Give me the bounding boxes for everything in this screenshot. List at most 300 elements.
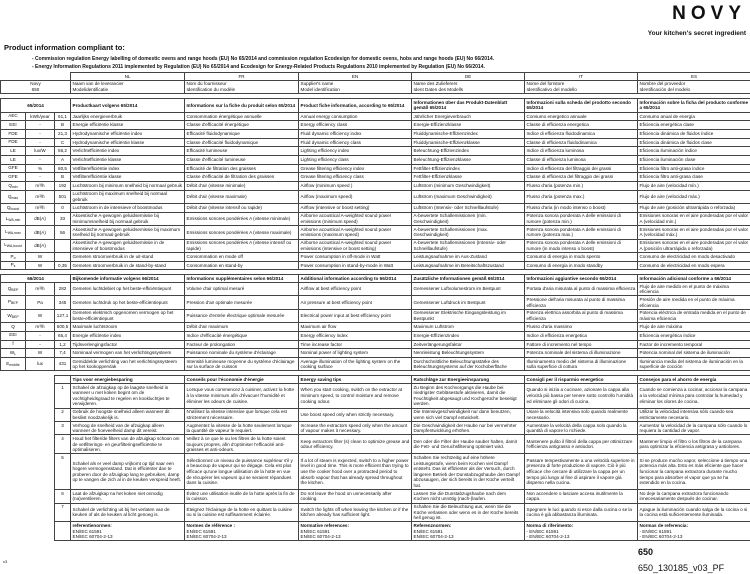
description: Eficiencia iluminación índice (638, 147, 750, 156)
description: Gemeten luchtdebiet op het beste-efficiëntiepunt (71, 283, 185, 296)
table-row (1, 261, 750, 270)
table-row (1, 252, 750, 261)
description: Emisiones sonoras en el aire ponderadas por el valor A (posición ultrarrápida o reforzada) (638, 239, 750, 252)
table-row (1, 323, 750, 332)
description: Maximale luchtstroom (71, 323, 185, 332)
symbol (1, 283, 26, 296)
symbol-main: P (7, 299, 12, 305)
description: Durchschnittliche Beleuchtungsstärke des Beleuchtungssystems auf der Kochoberfläche (412, 357, 525, 370)
description: Indice di efficienza energetica (525, 331, 638, 340)
description: Gemeten elektrisch opgenomen vermogen op het beste-efficiëntiepunt (71, 309, 185, 322)
symbol-main: f (12, 341, 14, 347)
model-label: Model identification (300, 86, 340, 92)
tip-text: Lorsque vous commencez à cuisiner, activez la hotte à la vitesse minimum afin d'évacuer l'humidité et éliminer les odeurs de cuisine. (185, 384, 299, 409)
symbol (1, 309, 26, 322)
symbol-main: L (5, 229, 8, 235)
tip-text: Si se produce mucho vapor, seleccione a tiempo una potencia más alta. Esto es más eficiente que hacer funcionar la campana extractora durante mucho tiempo para absorber el vapor que ya se ha extendido en la cocina. (638, 454, 750, 490)
language-header: DE (412, 73, 525, 81)
symbol-main: E (6, 360, 10, 366)
description: Luchtstroom in de intensieve of boostmodus (71, 204, 185, 213)
unit: dB(A) (26, 226, 55, 239)
description: Débit d'air maximum (185, 323, 299, 332)
description: Classe d'efficacité lumineuse (185, 155, 299, 164)
description: Beleuchtung-Effizienzklasse (412, 155, 525, 164)
symbol-subscript: s (13, 264, 16, 269)
tip-text: Schalten Sie die Beleuchtung aus, wenn Sie die Küche verlassen oder wenn es in der Küche bereits hell genug ist. (412, 503, 525, 522)
supplier-label-cell (299, 80, 412, 93)
symbol-subscript: WA,boost (6, 244, 22, 249)
symbol (1, 296, 26, 309)
tip-text: Veillez à ce que le ou les filtres de la hotte soient toujours propres, afin d'optimiser l'efficacité anti-graisses et anti-odeurs. (185, 435, 299, 454)
supplier-label: Supplier's name (300, 81, 334, 87)
description: Akoestische A-gewogen geluidsemissie bij maximum snelheid bij normaal gebruik (71, 226, 185, 239)
unit: m³/h (26, 283, 55, 296)
value: 33 (55, 212, 71, 225)
description: Gemessener Luftdruck im Bestpunt (412, 296, 525, 309)
description: Flusso d'aria massimo (525, 323, 638, 332)
tip-text: No deje la campana extractora funcionando innecesariamente después de cocinar. (638, 490, 750, 503)
intro-title: Product information compliant to: (4, 43, 125, 52)
model-label: Ident Daten des Modells (413, 86, 464, 92)
description: Consumo de electricidad en modo espera (638, 261, 750, 270)
unit: dB(A) (26, 239, 55, 252)
unit: m³/h (26, 323, 55, 332)
description: Potencia eléctrica de entrada medida en el punto de máxima eficiencia (638, 309, 750, 322)
description: Annual energy consumption (299, 112, 412, 121)
energy-label-table (0, 98, 750, 270)
symbol (1, 323, 26, 332)
description: Vetfilterefficiëntie index (71, 164, 185, 173)
model-number: 650 (638, 547, 654, 558)
tip-text: Laat de afzuigkap na het koken niet onnodig (na)ventileren. (71, 490, 185, 503)
table-row (1, 349, 750, 358)
symbol (1, 261, 26, 270)
description: Fluid dynamic efficiency class (299, 138, 412, 147)
tip-text: Évitez une utilisation inutile de la hotte après la fin de la cuisson. (185, 490, 299, 503)
description: Classe d'efficacité de filtration des graisses (185, 173, 299, 182)
description: Grease filtering efficiency class (299, 173, 412, 182)
description: Portata d'aria misurata al punto di massima efficienza (525, 283, 638, 296)
table-row (1, 155, 750, 164)
value: 345 (55, 296, 71, 309)
description: Flusso d'aria (potenza min.) (525, 182, 638, 191)
supplier-name: Novy (30, 81, 41, 87)
column-heading: Consejos para el ahorro de energía (638, 376, 750, 384)
value: 0 (55, 204, 71, 213)
description: Zeitverlängerungsfaktor (412, 340, 525, 349)
description: Time increase factor (299, 340, 412, 349)
tip-text: Augmentez la vitesse de la hotte seulement lorsque la quantité de vapeur le requiert. (185, 422, 299, 435)
language-header: ES (638, 73, 750, 81)
description: A-bewertete Schallemissionen (Intensiv- oder Schnelllaufstufe) (412, 239, 525, 252)
description: Consommation en mode off (185, 252, 299, 261)
symbol-main: P (10, 253, 14, 259)
unit: % (26, 164, 55, 173)
language-header: EN (299, 73, 412, 81)
description: Lighting efficiency index (299, 147, 412, 156)
table-row (1, 212, 750, 225)
table-row (1, 129, 750, 138)
tip-text: N'utilisez la vitesse intensive que lorsque cela est strictement nécessaire. (185, 408, 299, 421)
tip-text: Do not leave the hood on unnecessarily after cooking. (299, 490, 412, 503)
symbol-subscript: middle (9, 362, 20, 367)
description: Emissions sonores pondérées A (vitesse intensif ou rapide) (185, 239, 299, 252)
description: Emissions sonores pondérées A (vitesse maximale) (185, 226, 299, 239)
description: Verlichtefficiëntie klasse (71, 155, 185, 164)
unit: - (26, 331, 55, 340)
unit: - (26, 138, 55, 147)
symbol-main: W (7, 312, 12, 318)
symbol-main: GFE (8, 173, 18, 179)
column-heading: Informationen über das Produkt-Datenblatt gemäß 65/2014 (412, 99, 525, 112)
description: Iluminancia media del sistema de iluminación en la superficie de cocción (638, 357, 750, 370)
tip-text: Lassen Sie die Dunstabzugshaube nach dem Kochen nicht unnötig (nach-)laufen. (412, 490, 525, 503)
symbol-main: Q (11, 323, 15, 329)
blank-cell (55, 376, 71, 384)
document-code: 650_130185_v03_PF (638, 563, 725, 574)
description: Electrical power input at best efficiency point (299, 309, 412, 322)
description: Potenza sonora ponderata A delle emissioni di rumore (potenza max.) (525, 226, 638, 239)
description: Classe di efficienza del filtraggio dei grassi (525, 173, 638, 182)
table-row (1, 204, 750, 213)
model-label: Identificativo del modello (526, 86, 577, 92)
tip-row (55, 435, 750, 454)
description: Consommation énergétique annuelle (185, 112, 299, 121)
table-row (1, 173, 750, 182)
description: Gemeten stroomverbruik in de uit-stand (71, 252, 185, 261)
unit: lux/W (26, 147, 55, 156)
reference-standard: - EN/IEC 61591 (639, 528, 672, 534)
description: Lighting efficiency class (299, 155, 412, 164)
supplier-label-cell (525, 80, 638, 93)
description: Maximum Luftstrom (412, 323, 525, 332)
symbol-main: LE (10, 156, 16, 162)
description: Flujo de aire medido en el punto de máxima eficiencia (638, 283, 750, 296)
value: 501 (55, 190, 71, 203)
unit: m³/h (26, 204, 55, 213)
reference-standard: EN/IEC 60704-2-13 (300, 534, 341, 540)
tip-row (55, 490, 750, 503)
tip-text: Use boost speed only when strictly necessary. (299, 408, 412, 421)
unit: - (26, 129, 55, 138)
tip-text: Zu Beginn des Kochvorgangs die Haube bei niedrigster Gebläsestufe aktivieren, damit die Feuchtigkeit abgesaugt und Kochgerüche beseitigt werden. (412, 384, 525, 409)
tip-text: Houd het filter/de filters van de afzuigkap schoon om de vetfilterings- en geurfilteringsefficiëntie te optimaliseren. (71, 435, 185, 454)
value: B (55, 121, 71, 130)
description: Energie efficiëntie index (71, 331, 185, 340)
tip-number: 5 (55, 454, 71, 490)
unit: kWh/year (26, 112, 55, 121)
model-label: Identification du modèle (186, 86, 236, 92)
description: Factor de incremento temporal (638, 340, 750, 349)
symbol-main: FDE (8, 139, 18, 145)
value: 7,4 (55, 349, 71, 358)
description: Débit d'air (vitesse minimale) (185, 182, 299, 191)
tip-text: Die Intensivgeschwindigkeit nur dann benutzen, wenn sich viel Dampf entwickelt. (412, 408, 525, 421)
tip-text: Apague la iluminación cuando salga de la cocina o si la cocina está suficientemente iluminada. (638, 503, 750, 522)
brand-tagline: Your kitchen's secret ingredient (647, 30, 746, 37)
unit: dB(A) (26, 212, 55, 225)
novy-logo: NOVY (672, 3, 746, 24)
description: Volume d'air optimal mesuré (185, 283, 299, 296)
references-title: Normative references: (300, 523, 350, 529)
description: Eficiencia dinámica de fluidos índice (638, 129, 750, 138)
symbol (1, 226, 26, 239)
table-row (1, 239, 750, 252)
tip-text: Mantenere pulito il filtro/i della cappa per ottimizzare l'efficienza antigrasso e antiodori. (525, 435, 638, 454)
symbol (1, 138, 26, 147)
supplier-label-cell (185, 80, 299, 93)
table-row (1, 182, 750, 191)
description: Airflow (maximum speed) (299, 190, 412, 203)
table-row (1, 296, 750, 309)
description: Nennleistung Beleuchtungssystem (412, 349, 525, 358)
tip-number: 4 (55, 435, 71, 454)
symbol-main: GFE (8, 165, 18, 171)
value: A (55, 155, 71, 164)
column-heading: Informazioni aggiuntive secondo 66/2014 (525, 275, 638, 283)
description: Consumo anual de energía (638, 112, 750, 121)
description: Consumo di energia in modo standby (525, 261, 638, 270)
model-id: 650 (31, 86, 40, 92)
description: Facteur de prolongation (185, 340, 299, 349)
value: 56,2 (55, 147, 71, 156)
tip-text: Mantener limpio el filtro o los filtros de la campana para optimizar la eficiencia antigrasa y antiolores. (638, 435, 750, 454)
supplier-label: Nome del fornitore (526, 81, 565, 87)
tip-text: Passare tempestivamente a una velocità superiore in presenza di forte produzione di vapore. Ciò è più efficace che cercare di utilizzare la cappa per un tempo più lungo al fine di aspirare il vapore già disperso nella cucina. (525, 454, 638, 490)
unit: m³/h (26, 182, 55, 191)
description: Eficiencia filtro anti-grasa clase (638, 173, 750, 182)
unit: - (26, 173, 55, 182)
description: Power consumption in off-mode in Watt (299, 252, 412, 261)
description: Consumo de electricidad en modo desactivado (638, 252, 750, 261)
description: Vetfilterefficiëntie klasse (71, 173, 185, 182)
unit: W (26, 252, 55, 261)
symbol-main: AEC (8, 113, 18, 119)
symbol-main: W (9, 349, 15, 355)
tip-text: Verhoog de snelheid van de afzuigkap alleen wanneer de hoeveelheid damp dit vereist. (71, 422, 185, 435)
ecodesign-table (0, 274, 750, 371)
tip-text: Sélectionnez un niveau de puissance supérieur s'il y a beaucoup de vapeur qui se dégage. Cela est plus efficace qu'une longue utilisation de la hotte en vue de récupérer les vapeurs qui se seraient répandues dans la cuisine. (185, 454, 299, 490)
description: Energie-Effizienzindex (412, 331, 525, 340)
description: Flujo de aire (velocidad máx.) (638, 190, 750, 203)
reference-standard: EN/IEC 61591 (413, 528, 443, 534)
symbol-main: Q (8, 182, 12, 188)
symbol (1, 173, 26, 182)
tip-row (55, 384, 750, 409)
symbol (1, 212, 26, 225)
unit: - (26, 155, 55, 164)
symbol-main: EEI (9, 332, 17, 338)
description: Energie-Effizienzklasse (412, 121, 525, 130)
description: Akoestische A-gewogen geluidsemissie in de intensieve of boostmodus (71, 239, 185, 252)
description: Eficiencia iluminación clase (638, 155, 750, 164)
description: Leistungsaufnahme im Aus-Zustand (412, 252, 525, 261)
tip-text: Schakel de afzuigkap op de laagste snelheid in wanneer u met koken begint om de vochtigheidsgraad te regelen en kookluchtjes te verwijderen. (71, 384, 185, 409)
description: Airborne acoustical A-weighted sound power emissions (intensive or boost setting) (299, 239, 412, 252)
description: Emisiones sonoras en el aire ponderadas por el valor A (velocidad mín.) (638, 212, 750, 225)
reference-standard: EN/IEC 60704-2-13 (72, 534, 113, 540)
unit: m³/h (26, 190, 55, 203)
unit: lux (26, 357, 55, 370)
symbol-main: Q (7, 286, 12, 291)
symbol (1, 190, 26, 203)
description: Air pressure at best efficiency point (299, 296, 412, 309)
description: Flujo de aire (velocidad mín.) (638, 182, 750, 191)
description: Hydrodynamische efficiëntie index (71, 129, 185, 138)
page-header (0, 0, 750, 72)
symbol (1, 182, 26, 191)
tip-number: 6 (55, 490, 71, 503)
description: Airflow (intensive or boost setting) (299, 204, 412, 213)
description: Consumo di energia in modo spento (525, 252, 638, 261)
description: Potenza elettrica assorbita al punto di massima efficienza (525, 309, 638, 322)
description: Flusso d'aria (in modo intenso o boost) (525, 204, 638, 213)
references-cell (412, 522, 525, 541)
references-cell (638, 522, 750, 541)
description: Flusso d'aria (potenza max.) (525, 190, 638, 203)
symbol-subscript: L (14, 351, 17, 356)
value: 431 (55, 357, 71, 370)
description: Grease filtering efficiency index (299, 164, 412, 173)
supplier-table (0, 72, 750, 94)
reference-standard: - EN/IEC 60704-2-13 (526, 534, 570, 540)
column-heading: Conseils pour l'économie d'énergie (185, 376, 299, 384)
model-label: Modelidentificatie (72, 86, 109, 92)
regulation-header: 65/2014 (1, 99, 71, 112)
value: 65,4 (55, 331, 71, 340)
symbol-subscript: max (11, 195, 19, 200)
description: Airflow at best efficiency point (299, 283, 412, 296)
tip-text: Die Geschwindigkeit der Haube nur bei vermehrter Dampfentwicklung erhöhen. (412, 422, 525, 435)
description: Illuminamento medio del sistema di illuminazione sulla superficie di cottura (525, 357, 638, 370)
description: Pression d'air optimale mesurée (185, 296, 299, 309)
description: Airborne acoustical A-weighted sound power emissions (maximum speed) (299, 226, 412, 239)
description: Classe d'efficacité énergétique (185, 121, 299, 130)
description: A-bewertete Schallemissionen (max. Geschwindigkeit) (412, 226, 525, 239)
table-row (1, 190, 750, 203)
symbol-subscript: BEP (11, 288, 19, 292)
tip-text: Cuando se comienza a cocinar, accionar la campana a la velocidad mínima para controlar la humedad y eliminar los olores de cocina. (638, 384, 750, 409)
blank-cell (55, 522, 71, 541)
description: Luchtstroom bij minimum snelheid bij normaal gebruik (71, 182, 185, 191)
column-heading: Consigli per il risparmio energetico (525, 376, 638, 384)
tip-text: Schakel de verlichting uit bij het verlaten van de keuken of als de keuken al licht genoeg is. (71, 503, 185, 522)
description: Eficiencia dinámica de fluidos clase (638, 138, 750, 147)
tip-row (55, 454, 750, 490)
description: Fluiddynamische-Effizienzindex (412, 129, 525, 138)
description: Maximum air flow (299, 323, 412, 332)
table-row (1, 138, 750, 147)
column-heading: Informazioni sulla scheda del prodotto secondo 65/2014 (525, 99, 638, 112)
description: Flujo de aire máxima (638, 323, 750, 332)
regulation-header: 66/2014 (1, 275, 71, 283)
tip-text: Schalten Sie rechtzeitig auf eine höhere Leistungsstufe, wenn beim Kochen viel Dampf entsteht. Das ist effizienter als der Versuch, durch längeren Betrieb der Dunstabzugshaube den Dampf abzusaugen, der sich bereits in der Küche verteilt hat. (412, 454, 525, 490)
references-title: Norma di riferimento: (526, 523, 574, 529)
supplier-label: Nombre del proveedor (639, 81, 686, 87)
symbol (1, 155, 26, 164)
symbol-main: Q (7, 193, 12, 199)
tip-row (55, 422, 750, 435)
description: Classe di efficienza luminosa (525, 155, 638, 164)
description: Jährlicher Energieverbrauch (412, 112, 525, 121)
column-heading: Información adicional conforme a 66/2014 (638, 275, 750, 283)
table-row (1, 340, 750, 349)
symbol (1, 357, 26, 370)
symbol-main: EEI (9, 121, 17, 127)
supplier-model-cell (1, 80, 71, 93)
column-heading: Zusätzliche Informationen gemäß 66/2014 (412, 275, 525, 283)
column-heading: Energy saving tips (299, 376, 412, 384)
table-row (1, 309, 750, 322)
symbol (1, 239, 26, 252)
description: Classe di efficienza fluidodinamica (525, 138, 638, 147)
description: Puissance d'entrée électrique optimale mesurée (185, 309, 299, 322)
symbol (1, 252, 26, 261)
symbol (1, 129, 26, 138)
tip-text: Utilizar la velocidad intensiva sólo cuando sea estrictamente necesario. (638, 408, 750, 421)
column-heading: Ratschläge zur Energieeinsparung (412, 376, 525, 384)
symbol (1, 164, 26, 173)
description: Indice d'efficacité énergétique (185, 331, 299, 340)
tip-text: Schakel als er veel damp vrijkomt op tijd naar een hogere vermogensstand. Dat is efficiënter dan te proberen door de afzuigkap lang te gebruiken, damp op te vangen die zich al in de keuken verspreid heeft. (71, 454, 185, 490)
unit: - (26, 340, 55, 349)
language-header: NL (71, 73, 185, 81)
description: Gemeten stroomverbruik in de stand-by-stand (71, 261, 185, 270)
column-heading: Additional information according to 66/2014 (299, 275, 412, 283)
value: 192 (55, 182, 71, 191)
model-label: Identificación del modelo (639, 86, 691, 92)
tip-number: 7 (55, 503, 71, 522)
description: Emissions sonores pondérées A (vitesse minimale) (185, 212, 299, 225)
unit: W (26, 349, 55, 358)
description: Luchtstroom bij maximum snelheid bij normaal gebruik (71, 190, 185, 203)
description: Average illumination of the lighting system on the cooking surface (299, 357, 412, 370)
tip-number: 1 (55, 384, 71, 409)
blank-cell (1, 73, 71, 81)
language-header: FR (185, 73, 299, 81)
references-cell (299, 522, 412, 541)
value (55, 252, 71, 261)
symbol (1, 349, 26, 358)
column-heading: Informations supplémentaires selon 66/2014 (185, 275, 299, 283)
symbol (1, 147, 26, 156)
supplier-label-cell (412, 80, 525, 93)
description: Luftstrom (Intensiv- oder Schnelllaufstufe) (412, 204, 525, 213)
description: Consommation en stand-by (185, 261, 299, 270)
tip-text: Usare la velocità intensiva solo quando realmente necessario. (525, 408, 638, 421)
references-cell (185, 522, 299, 541)
reference-standard: EN/IEC 60704-2-13 (186, 534, 227, 540)
description: Indice di efficienza fluidodinamica (525, 129, 638, 138)
table-row (1, 226, 750, 239)
description: Classe di efficienza energetica (525, 121, 638, 130)
description: Gemiddelde verlichting van het verlichtingssysteem op het kookoppervlak (71, 357, 185, 370)
value (55, 239, 71, 252)
description: Fluid dynamic efficiency index (299, 129, 412, 138)
symbol-subscript: min (11, 184, 18, 189)
description: Efficacité de filtration des graisses (185, 164, 299, 173)
value: 0,35 (55, 261, 71, 270)
description: Fettfilter-Effizienzindex (412, 164, 525, 173)
description: Airborne acoustical A-weighted sound power emissions (minimum speed) (299, 212, 412, 225)
description: Energie efficiëntie klasse (71, 121, 185, 130)
description: Akoestische A-gewogen geluidsemissie bij minimumsnelheid bij normaal gebruik (71, 212, 185, 225)
description: Indice di efficienza del filtraggio dei grassi (525, 164, 638, 173)
description: Classe d'efficacité fluidodynamique (185, 138, 299, 147)
column-heading: Información sobre la ficha del producto conforme a 65/2014 (638, 99, 750, 112)
value: C (55, 138, 71, 147)
description: Presión de aire medida en el punto de máxima eficiencia (638, 296, 750, 309)
